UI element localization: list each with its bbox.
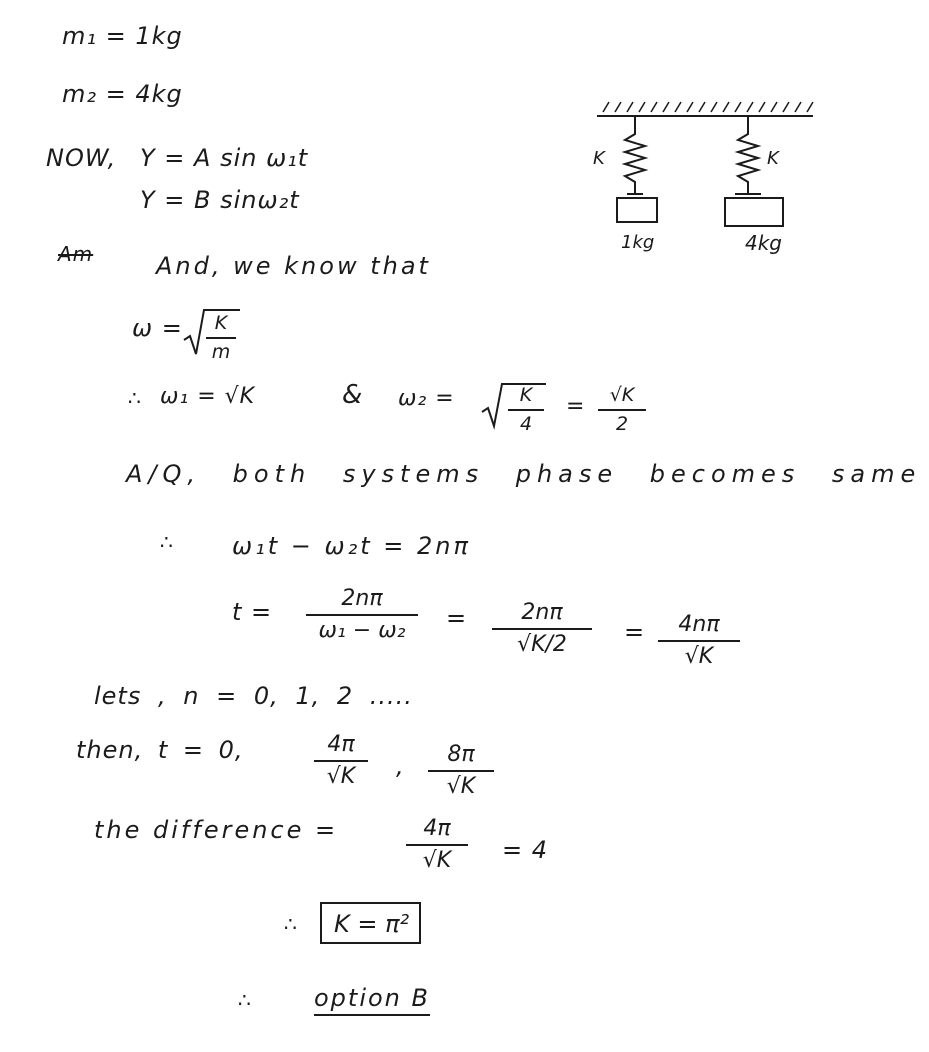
omega-2-result [598, 386, 646, 434]
difference-den: √K [422, 848, 452, 873]
given-m1: m₁ = 1kg [62, 22, 183, 50]
therefore-symbol-1: ∴ [128, 386, 142, 410]
difference-fraction [406, 818, 468, 872]
then-fraction-1-num: 4π [314, 734, 368, 762]
omega-1-value: ω₁ = √K [160, 384, 256, 409]
time-equals-1: = [446, 604, 468, 632]
omega-formula-den: m [211, 341, 231, 363]
then-fraction-2 [428, 744, 494, 798]
omega-formula-lhs: ω = [132, 314, 183, 342]
time-fraction-1-den: ω₁ − ω₂ [318, 618, 406, 643]
omega-2-result-den: 2 [615, 413, 629, 435]
omega-2-fraction [508, 386, 544, 434]
time-fraction-1 [306, 588, 418, 642]
left-spring-label: K [593, 148, 605, 169]
time-fraction-2-den: √K/2 [517, 632, 567, 657]
right-mass-block [725, 198, 783, 226]
then-lhs: then, t = 0, [76, 736, 244, 764]
time-equals-2: = [624, 618, 646, 646]
left-mass-label: 1kg [621, 232, 655, 253]
intro-text: And, we know that [156, 252, 431, 280]
right-mass-label: 4kg [745, 231, 783, 255]
now-label: NOW, [46, 144, 117, 172]
left-mass-block [617, 198, 657, 222]
phase-statement: A/Q, both systems phase becomes same [126, 460, 922, 488]
struck-out-word: Am [58, 242, 94, 266]
then-fraction-2-num: 8π [428, 744, 494, 772]
spring-mass-diagram [585, 90, 825, 270]
time-fraction-2 [492, 602, 592, 656]
time-fraction-3-den: √K [684, 644, 714, 669]
boxed-result: K = π² [320, 902, 421, 944]
then-fraction-1 [314, 734, 368, 788]
given-m2: m₂ = 4kg [62, 80, 183, 108]
omega-2-num: K [508, 386, 544, 411]
right-spring-label: K [767, 148, 779, 169]
time-lhs: t = [232, 598, 273, 626]
difference-rhs: = 4 [502, 836, 549, 864]
difference-lhs: the difference = [94, 816, 339, 844]
then-fraction-1-den: √K [326, 764, 356, 789]
omega-2-equals: = [566, 394, 586, 419]
motion-eq-1: Y = A sin ω₁t [140, 144, 309, 172]
motion-eq-2: Y = B sinω₂t [140, 186, 300, 214]
omega-2-result-num: √K [598, 386, 646, 411]
left-spring [625, 116, 645, 194]
phase-equation: ω₁t − ω₂t = 2nπ [232, 532, 471, 560]
ceiling-hatching [603, 102, 813, 112]
and-sign: & [342, 380, 364, 410]
therefore-symbol-2: ∴ [160, 530, 174, 554]
time-fraction-2-num: 2nπ [492, 602, 592, 630]
time-fraction-1-num: 2nπ [306, 588, 418, 616]
time-fraction-3-num: 4nπ [658, 614, 740, 642]
omega-formula-fraction [206, 314, 236, 362]
omega-formula-num: K [206, 314, 236, 339]
therefore-symbol-3: ∴ [284, 912, 298, 936]
answer-option: option B [314, 986, 430, 1016]
omega-2-den: 4 [519, 413, 533, 435]
then-fraction-2-den: √K [446, 774, 476, 799]
then-comma: , [396, 752, 405, 780]
right-spring [738, 116, 758, 194]
therefore-symbol-4: ∴ [238, 988, 252, 1012]
lets-statement: lets , n = 0, 1, 2 ..... [94, 682, 413, 710]
omega-2-lhs: ω₂ = [398, 386, 455, 411]
time-fraction-3 [658, 614, 740, 668]
difference-num: 4π [406, 818, 468, 846]
